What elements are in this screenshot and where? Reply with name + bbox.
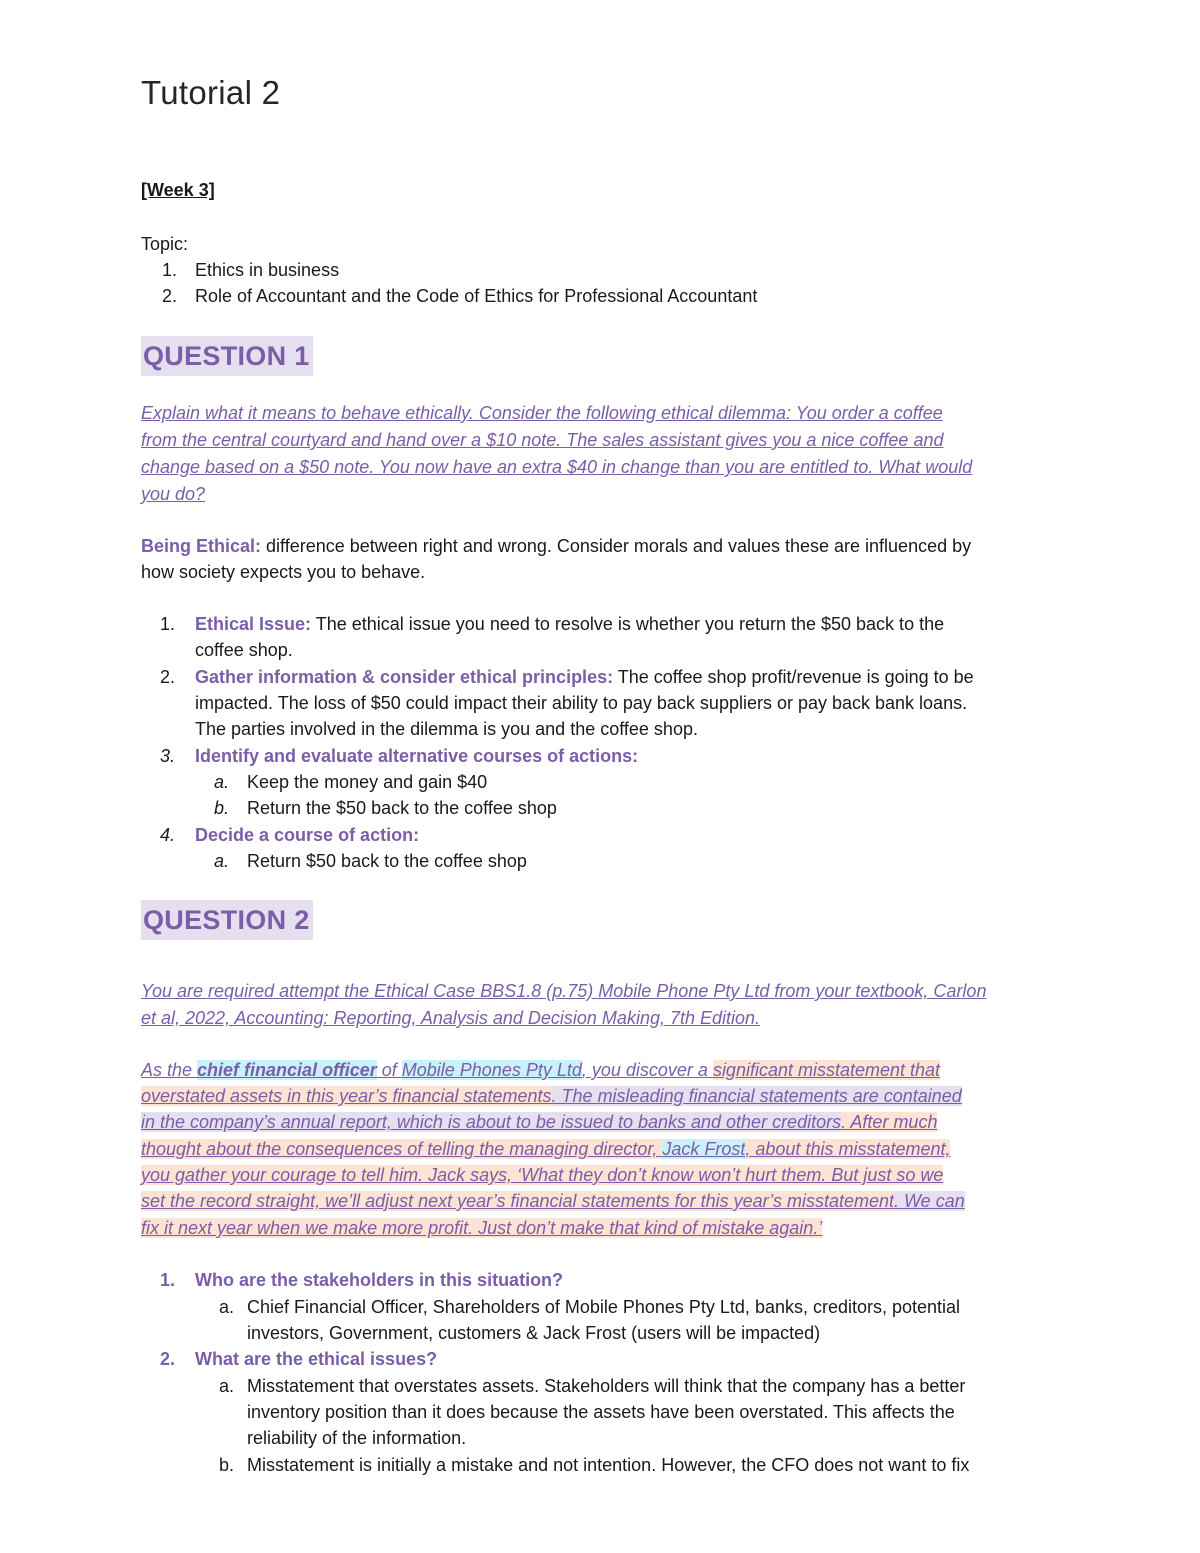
answer-letter: a. — [219, 1297, 235, 1317]
sub-item-letter: a. — [214, 772, 230, 792]
question-1-heading: QUESTION 1 — [141, 336, 313, 376]
being-ethical-paragraph — [141, 533, 971, 559]
step-label: Identify and evaluate alternative courses of actions: — [195, 746, 639, 766]
step-number: 3. — [160, 746, 176, 766]
sub-item-letter: a. — [214, 851, 230, 871]
jack-frost-highlight: Jack Frost — [662, 1139, 746, 1159]
sub-item: Keep the money and gain $40 — [247, 772, 488, 792]
question-1-prompt-line: change based on a $50 note. You now have an extra $40 in change than you are entitled to. What would — [141, 457, 973, 477]
page-title: Tutorial 2 — [141, 74, 281, 111]
being-ethical-text: how society expects you to behave. — [141, 562, 426, 582]
topic-label: Topic: — [141, 234, 189, 254]
step-1 — [195, 611, 944, 637]
answer-text: Chief Financial Officer, Shareholders of Mobile Phones Pty Ltd, banks, creditors, potential — [247, 1297, 961, 1317]
being-ethical-label: Being Ethical: — [141, 536, 262, 556]
misstatement-highlight: overstated assets in this year’s financial statements — [141, 1086, 552, 1106]
step-text: The parties involved in the dilemma is you and the coffee shop. — [195, 719, 698, 739]
cfo-highlight: chief financial officer — [197, 1060, 377, 1080]
answer-text: investors, Government, customers & Jack Frost (users will be impacted) — [247, 1323, 821, 1343]
step-number: 1. — [160, 614, 176, 634]
step-text: impacted. The loss of $50 could impact their ability to pay back suppliers or pay back bank loans. — [195, 693, 968, 713]
being-ethical-text: difference between right and wrong. Consider morals and values these are influenced by — [261, 536, 972, 556]
step-number: 2. — [160, 667, 176, 687]
case-text-line: set the record straight, we’ll adjust next year’s financial statements for this year’s misstatement. We can — [141, 1191, 965, 1211]
q2-question-number: 1. — [160, 1270, 176, 1290]
question-1-prompt-line: Explain what it means to behave ethically. Consider the following ethical dilemma: You order a coffee — [141, 403, 943, 423]
question-2-intro-line: et al, 2022, Accounting: Reporting, Analysis and Decision Making, 7th Edition. — [141, 1008, 761, 1028]
q2-question-number: 2. — [160, 1349, 176, 1369]
case-text-line: overstated assets in this year’s financial statements. The misleading financial statements are contained — [141, 1086, 962, 1106]
case-text-line: you gather your courage to tell him. Jack says, ‘What they don’t know won’t hurt them. But just so we — [141, 1165, 944, 1185]
step-text: The ethical issue you need to resolve is whether you return the $50 back to the — [311, 614, 945, 634]
step-text: The coffee shop profit/revenue is going to be — [613, 667, 974, 687]
step-text: coffee shop. — [195, 640, 293, 660]
case-text-line: As the chief financial officer of Mobile Phones Pty Ltd, you discover a significant misstatement that — [141, 1060, 941, 1080]
step-label: Decide a course of action: — [195, 825, 420, 845]
answer-text: reliability of the information. — [247, 1428, 467, 1448]
answer-letter: a. — [219, 1376, 235, 1396]
case-text-line: in the company’s annual report, which is about to be issued to banks and other creditors. After much — [141, 1112, 938, 1132]
question-2-intro-line: You are required attempt the Ethical Case BBS1.8 (p.75) Mobile Phone Pty Ltd from your textbook, Carlon — [141, 981, 987, 1001]
question-2-heading: QUESTION 2 — [141, 900, 313, 940]
topic-item-number: 1. — [162, 260, 178, 280]
step-number: 4. — [160, 825, 176, 845]
step-label: Ethical Issue: — [195, 614, 312, 634]
sub-item: Return $50 back to the coffee shop — [247, 851, 527, 871]
answer-text: inventory position than it does because the assets have been overstated. This affects the — [247, 1402, 955, 1422]
week-label: [Week 3] — [141, 180, 215, 200]
misstatement-highlight: significant misstatement that — [712, 1060, 941, 1080]
answer-letter: b. — [219, 1455, 235, 1475]
case-text-line: thought about the consequences of telling the managing director, Jack Frost, about this misstatement, — [141, 1139, 951, 1159]
question-1-prompt-line: from the central courtyard and hand over a $10 note. The sales assistant gives you a nice coffee and — [141, 430, 944, 450]
q2-question-label: Who are the stakeholders in this situation? — [195, 1270, 564, 1290]
company-highlight: Mobile Phones Pty Ltd — [401, 1060, 582, 1080]
topic-item: Ethics in business — [195, 260, 340, 280]
question-1-prompt-line: you do? — [141, 484, 206, 504]
answer-text: Misstatement is initially a mistake and not intention. However, the CFO does not want to fix — [247, 1455, 970, 1475]
q2-question-label: What are the ethical issues? — [195, 1349, 438, 1369]
sub-item: Return the $50 back to the coffee shop — [247, 798, 557, 818]
topic-item: Role of Accountant and the Code of Ethics for Professional Accountant — [195, 286, 758, 306]
case-text-line: fix it next year when we make more profit. Just don’t make that kind of mistake again.’ — [141, 1218, 823, 1238]
step-label: Gather information & consider ethical principles: — [195, 667, 614, 687]
sub-item-letter: b. — [214, 798, 230, 818]
answer-text: Misstatement that overstates assets. Stakeholders will think that the company has a better — [247, 1376, 966, 1396]
topic-item-number: 2. — [162, 286, 178, 306]
step-2 — [195, 664, 974, 690]
